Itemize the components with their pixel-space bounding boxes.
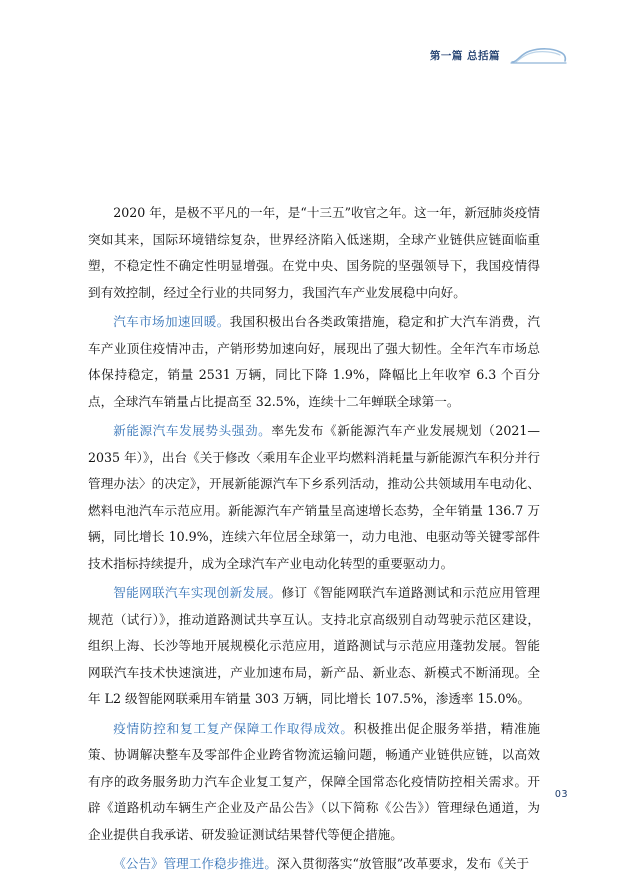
paragraph-5-text: 积极推出促企服务举措，精准施策、协调解决整车及零部件企业跨省物流运输问题，畅通产业链供应链，以高效有序的政务服务助力汽车企业复工复产，保障全国常态化疫情防控相关需求。开辟《道路机动车辆生产企业及产品公告》（以下简称《公告》）管理绿色通道，为企业提供自我承诺、研发验证测试结果替代等便企措施。 (88, 720, 541, 842)
page-number: 03 (554, 789, 568, 800)
paragraph-4-text: 修订《智能网联汽车道路测试和示范应用管理规范（试行）》，推动道路测试共享互认。支持北京高级别自动驾驶示范区建设，组织上海、长沙等地开展规模化示范应用，道路测试与示范应用蓬勃发展。智能网联汽车技术快速演进，产业加速布局，新产品、新业态、新模式不断涌现。全年 L2 级智能网联乘用车销量 303 万辆，同比增长 107.5%，渗透率 15.0%。 (88, 585, 541, 706)
running-header (430, 42, 568, 68)
paragraph-1-text: 2020 年，是极不平凡的一年，是“十三五”收官之年。这一年，新冠肺炎疫情突如其来，国际环境错综复杂，世界经济陷入低迷期，全球产业链供应链面临重塑，不稳定性不确定性明显增强。在党中央、国务院的坚强领导下，我国疫情得到有效控制，经过全行业的共同努力，我国汽车产业发展稳中向好。 (88, 205, 540, 300)
paragraph-2-lead: 汽车市场加速回暖。 (113, 314, 230, 329)
paragraph-6-text: 深入贯彻落实“放管服”改革要求，发布《关于 (276, 856, 530, 871)
paragraph-3-lead: 新能源汽车发展势头强劲。 (113, 423, 272, 438)
paragraph-6 (88, 851, 540, 878)
car-silhouette-icon (510, 42, 568, 68)
paragraph-3-text: 率先发布《新能源汽车产业发展规划（2021—2035 年）》，出台《关于修改〈乘用车企业平均燃料消耗量与新能源汽车积分并行管理办法〉的决定》，开展新能源汽车下乡系列活动，推动公共领域用车电动化、燃料电池汽车示范应用。新能源汽车产销量呈高速增长态势，全年销量 136.7 万辆，同比增长 10.9%，连续六年位居全球第一，动力电池、电驱动等关键零部件技术指标持续提升，成为全球汽车产业电动化转型的重要驱动力。 (88, 423, 540, 571)
paragraph-5-lead: 疫情防控和复工复产保障工作取得成效。 (113, 720, 354, 736)
paragraph-4 (88, 580, 540, 713)
paragraph-6-lead: 《公告》管理工作稳步推进。 (113, 856, 277, 871)
paragraph-1 (88, 200, 540, 306)
body-content (88, 200, 540, 878)
paragraph-2-text: 我国积极出台各类政策措施，稳定和扩大汽车消费，汽车产业顶住疫情冲击，产销形势加速向好，展现出了强大韧性。全年汽车市场总体保持稳定，销量 2531 万辆，同比下降 1.9%，降幅比上年收窄 6.3 个百分点，全球汽车销量占比提高至 32.5%，连续十二年蝉联全球第一。 (88, 314, 541, 409)
paragraph-4-lead: 智能网联汽车实现创新发展。 (113, 585, 282, 600)
paragraph-3 (88, 418, 540, 577)
paragraph-5 (88, 716, 540, 849)
section-label: 第一篇 总括篇 (429, 49, 500, 62)
paragraph-2 (88, 309, 540, 415)
